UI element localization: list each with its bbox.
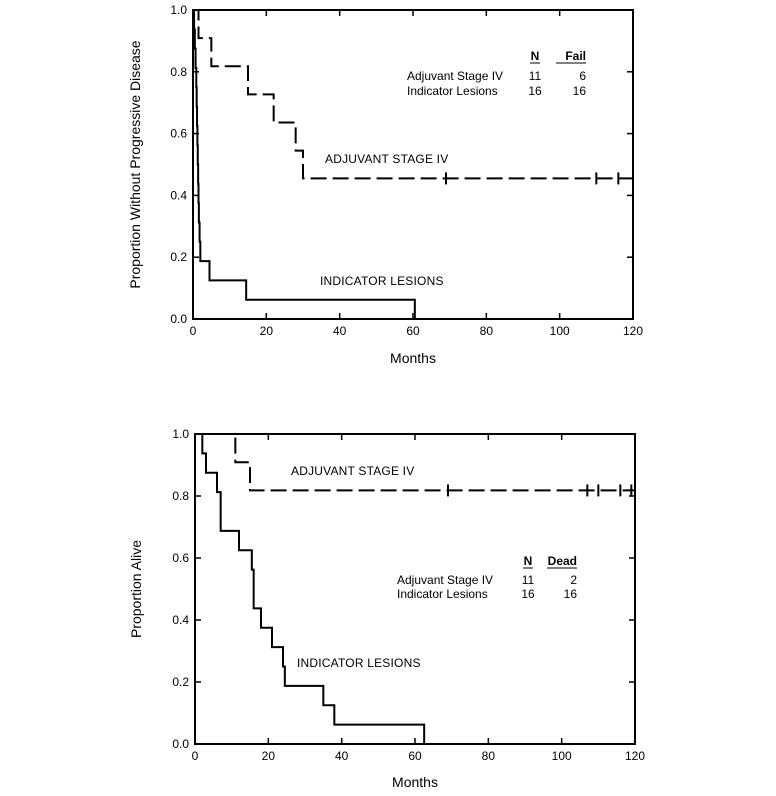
- legend-row-count: 16: [572, 84, 586, 98]
- y-tick-label: 0.6: [170, 126, 187, 141]
- x-tick-label: 120: [622, 324, 644, 338]
- legend-row-count: 16: [563, 587, 577, 601]
- x-tick-label: 20: [261, 749, 276, 763]
- x-tick-label: 40: [334, 749, 349, 763]
- y-tick-label: 0.4: [172, 613, 189, 627]
- series-label: ADJUVANT STAGE IV: [291, 464, 415, 478]
- y-tick-label: 0.6: [172, 551, 189, 565]
- legend-row-label: Adjuvant Stage IV: [407, 69, 504, 83]
- x-tick-label: 0: [189, 324, 197, 338]
- y-tick-label: 0.0: [172, 737, 189, 751]
- legend-row-n: 16: [521, 587, 535, 601]
- legend-row-label: Adjuvant Stage IV: [397, 573, 494, 587]
- legend-row-n: 11: [528, 69, 542, 83]
- x-tick-label: 20: [259, 324, 274, 338]
- y-axis-title: Proportion Alive: [128, 539, 144, 639]
- y-tick-label: 0.2: [172, 675, 189, 689]
- x-axis-title: Months: [390, 350, 436, 366]
- legend-header-n: N: [523, 554, 533, 568]
- series-label: INDICATOR LESIONS: [320, 274, 444, 288]
- legend-row-count: 2: [570, 573, 577, 587]
- x-tick-label: 0: [191, 749, 199, 763]
- x-tick-label: 80: [479, 324, 494, 338]
- y-tick-label: 0.4: [170, 188, 187, 203]
- legend-row-count: 6: [579, 69, 586, 83]
- x-tick-label: 80: [481, 749, 496, 763]
- y-tick-label: 1.0: [172, 427, 189, 441]
- y-tick-label: 1.0: [170, 3, 187, 17]
- legend-header-count: Fail: [565, 49, 586, 63]
- x-tick-label: 120: [624, 749, 646, 763]
- legend-row-label: Indicator Lesions: [407, 84, 498, 98]
- legend-table: [397, 554, 577, 601]
- y-tick-label: 0.0: [170, 312, 187, 326]
- y-tick-label: 0.8: [172, 489, 189, 503]
- chart-panel-2: [128, 427, 645, 790]
- y-axis-title: Proportion Without Progressive Disease: [127, 40, 143, 289]
- legend-table: [407, 49, 586, 98]
- x-tick-label: 60: [406, 324, 420, 338]
- legend-row-n: 11: [521, 573, 535, 587]
- legend-row-label: Indicator Lesions: [397, 587, 488, 601]
- series-indicator-lesions: [195, 434, 424, 744]
- x-axis-title: Months: [392, 774, 438, 790]
- legend-header-count: Dead: [547, 554, 577, 568]
- y-tick-label: 0.8: [170, 64, 187, 79]
- legend-header-n: N: [530, 49, 540, 63]
- chart-panel-1: [127, 3, 643, 366]
- x-tick-label: 100: [551, 749, 572, 763]
- series-label: INDICATOR LESIONS: [297, 656, 421, 670]
- survival-curve: [195, 434, 424, 744]
- x-tick-label: 100: [549, 324, 570, 338]
- y-tick-label: 0.2: [170, 250, 187, 265]
- x-tick-label: 40: [332, 324, 347, 338]
- series-adjuvant-stage-iv: [195, 434, 635, 496]
- survival-curve: [195, 434, 635, 490]
- series-label: ADJUVANT STAGE IV: [325, 152, 449, 166]
- legend-row-n: 16: [528, 84, 542, 98]
- x-tick-label: 60: [408, 749, 422, 763]
